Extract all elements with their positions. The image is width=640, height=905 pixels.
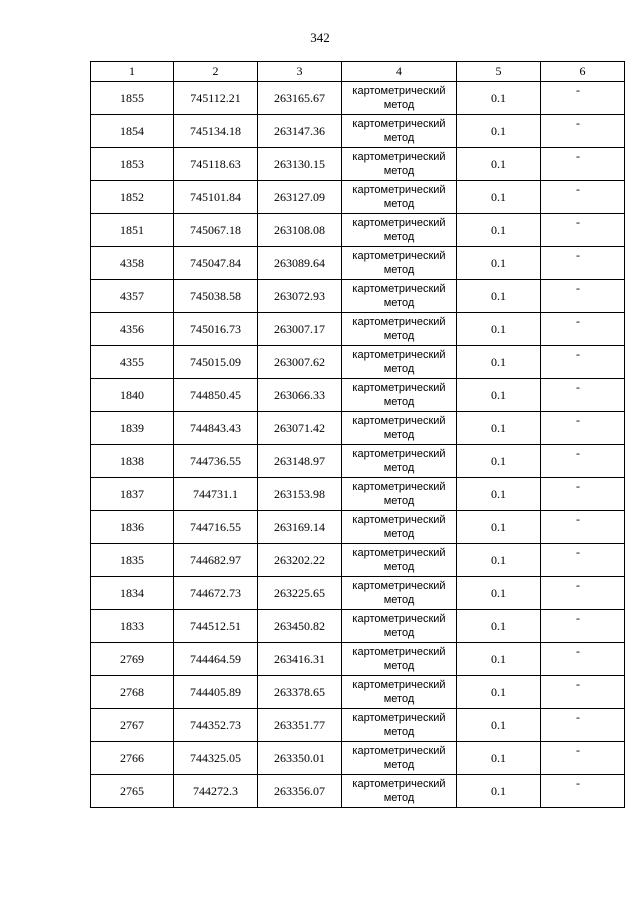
- point-number-cell: 1836: [91, 511, 174, 544]
- point-number-cell: 2767: [91, 709, 174, 742]
- table-row: [91, 775, 625, 808]
- note-cell: [541, 313, 625, 346]
- note-cell: [541, 379, 625, 412]
- table-body: [91, 82, 625, 808]
- method-cell: картометрический метод: [342, 379, 457, 412]
- x-coordinate-cell: 744512.51: [174, 610, 258, 643]
- table-row: [91, 181, 625, 214]
- x-coordinate-cell: 745134.18: [174, 115, 258, 148]
- y-coordinate-cell: 263169.14: [258, 511, 342, 544]
- point-number-cell: 4355: [91, 346, 174, 379]
- note-cell: [541, 148, 625, 181]
- coordinates-table: [90, 61, 625, 808]
- point-number-cell: 2765: [91, 775, 174, 808]
- x-coordinate-cell: 744672.73: [174, 577, 258, 610]
- table-row: [91, 544, 625, 577]
- x-coordinate-cell: 745101.84: [174, 181, 258, 214]
- y-coordinate-cell: 263007.62: [258, 346, 342, 379]
- note-dash: -: [576, 512, 580, 526]
- accuracy-cell: 0.1: [457, 511, 541, 544]
- x-coordinate-cell: 744464.59: [174, 643, 258, 676]
- x-coordinate-cell: 744352.73: [174, 709, 258, 742]
- note-cell: [541, 478, 625, 511]
- note-cell: [541, 280, 625, 313]
- method-cell: картометрический метод: [342, 412, 457, 445]
- point-number-cell: 1839: [91, 412, 174, 445]
- note-dash: -: [576, 446, 580, 460]
- accuracy-cell: 0.1: [457, 247, 541, 280]
- point-number-cell: 4356: [91, 313, 174, 346]
- accuracy-cell: 0.1: [457, 181, 541, 214]
- point-number-cell: 2768: [91, 676, 174, 709]
- table-row: [91, 742, 625, 775]
- table-row: [91, 346, 625, 379]
- note-cell: [541, 511, 625, 544]
- point-number-cell: 1840: [91, 379, 174, 412]
- accuracy-cell: 0.1: [457, 577, 541, 610]
- table-row: [91, 115, 625, 148]
- method-cell: картометрический метод: [342, 214, 457, 247]
- accuracy-cell: 0.1: [457, 280, 541, 313]
- note-dash: -: [576, 644, 580, 658]
- accuracy-cell: 0.1: [457, 412, 541, 445]
- header-cell-2: 2: [174, 62, 258, 82]
- method-cell: картометрический метод: [342, 478, 457, 511]
- method-cell: картометрический метод: [342, 610, 457, 643]
- x-coordinate-cell: 745015.09: [174, 346, 258, 379]
- table-header: [91, 62, 625, 82]
- y-coordinate-cell: 263072.93: [258, 280, 342, 313]
- method-cell: картометрический метод: [342, 709, 457, 742]
- note-cell: [541, 82, 625, 115]
- y-coordinate-cell: 263108.08: [258, 214, 342, 247]
- y-coordinate-cell: 263356.07: [258, 775, 342, 808]
- point-number-cell: 1833: [91, 610, 174, 643]
- method-cell: картометрический метод: [342, 445, 457, 478]
- header-cell-3: 3: [258, 62, 342, 82]
- note-cell: [541, 412, 625, 445]
- note-cell: [541, 181, 625, 214]
- note-cell: [541, 775, 625, 808]
- y-coordinate-cell: 263130.15: [258, 148, 342, 181]
- note-cell: [541, 214, 625, 247]
- page-number: 342: [310, 30, 330, 45]
- point-number-cell: 1851: [91, 214, 174, 247]
- note-cell: [541, 445, 625, 478]
- table-row: [91, 280, 625, 313]
- accuracy-cell: 0.1: [457, 544, 541, 577]
- method-cell: картометрический метод: [342, 511, 457, 544]
- point-number-cell: 1835: [91, 544, 174, 577]
- x-coordinate-cell: 745047.84: [174, 247, 258, 280]
- x-coordinate-cell: 745118.63: [174, 148, 258, 181]
- y-coordinate-cell: 263153.98: [258, 478, 342, 511]
- accuracy-cell: 0.1: [457, 214, 541, 247]
- y-coordinate-cell: 263071.42: [258, 412, 342, 445]
- table-row: [91, 676, 625, 709]
- y-coordinate-cell: 263378.65: [258, 676, 342, 709]
- table-row: [91, 247, 625, 280]
- table-row: [91, 709, 625, 742]
- table-row: [91, 643, 625, 676]
- table-row: [91, 478, 625, 511]
- accuracy-cell: 0.1: [457, 676, 541, 709]
- table-row: [91, 313, 625, 346]
- note-dash: -: [576, 248, 580, 262]
- note-dash: -: [576, 710, 580, 724]
- accuracy-cell: 0.1: [457, 313, 541, 346]
- point-number-cell: 1834: [91, 577, 174, 610]
- note-dash: -: [576, 413, 580, 427]
- x-coordinate-cell: 744682.97: [174, 544, 258, 577]
- note-cell: [541, 676, 625, 709]
- y-coordinate-cell: 263165.67: [258, 82, 342, 115]
- note-dash: -: [576, 347, 580, 361]
- table-row: [91, 610, 625, 643]
- accuracy-cell: 0.1: [457, 742, 541, 775]
- x-coordinate-cell: 744850.45: [174, 379, 258, 412]
- note-dash: -: [576, 182, 580, 196]
- accuracy-cell: 0.1: [457, 775, 541, 808]
- method-cell: картометрический метод: [342, 280, 457, 313]
- method-cell: картометрический метод: [342, 577, 457, 610]
- method-cell: картометрический метод: [342, 742, 457, 775]
- point-number-cell: 1855: [91, 82, 174, 115]
- accuracy-cell: 0.1: [457, 82, 541, 115]
- table-row: [91, 148, 625, 181]
- x-coordinate-cell: 744731.1: [174, 478, 258, 511]
- y-coordinate-cell: 263416.31: [258, 643, 342, 676]
- note-cell: [541, 643, 625, 676]
- point-number-cell: 1838: [91, 445, 174, 478]
- y-coordinate-cell: 263089.64: [258, 247, 342, 280]
- note-dash: -: [576, 215, 580, 229]
- note-cell: [541, 610, 625, 643]
- y-coordinate-cell: 263066.33: [258, 379, 342, 412]
- point-number-cell: 2769: [91, 643, 174, 676]
- table-row: [91, 82, 625, 115]
- y-coordinate-cell: 263007.17: [258, 313, 342, 346]
- point-number-cell: 1852: [91, 181, 174, 214]
- note-cell: [541, 577, 625, 610]
- method-cell: картометрический метод: [342, 181, 457, 214]
- note-dash: -: [576, 314, 580, 328]
- y-coordinate-cell: 263147.36: [258, 115, 342, 148]
- table-row: [91, 214, 625, 247]
- point-number-cell: 2766: [91, 742, 174, 775]
- method-cell: картометрический метод: [342, 544, 457, 577]
- x-coordinate-cell: 745067.18: [174, 214, 258, 247]
- table-row: [91, 379, 625, 412]
- point-number-cell: 1853: [91, 148, 174, 181]
- note-dash: -: [576, 743, 580, 757]
- y-coordinate-cell: 263127.09: [258, 181, 342, 214]
- table-row: [91, 445, 625, 478]
- y-coordinate-cell: 263148.97: [258, 445, 342, 478]
- y-coordinate-cell: 263225.65: [258, 577, 342, 610]
- x-coordinate-cell: 745016.73: [174, 313, 258, 346]
- y-coordinate-cell: 263351.77: [258, 709, 342, 742]
- header-cell-4: 4: [342, 62, 457, 82]
- x-coordinate-cell: 745038.58: [174, 280, 258, 313]
- x-coordinate-cell: 744843.43: [174, 412, 258, 445]
- method-cell: картометрический метод: [342, 148, 457, 181]
- note-dash: -: [576, 677, 580, 691]
- note-dash: -: [576, 83, 580, 97]
- note-dash: -: [576, 578, 580, 592]
- accuracy-cell: 0.1: [457, 379, 541, 412]
- note-dash: -: [576, 611, 580, 625]
- x-coordinate-cell: 744272.3: [174, 775, 258, 808]
- note-cell: [541, 247, 625, 280]
- method-cell: картометрический метод: [342, 115, 457, 148]
- x-coordinate-cell: 744325.05: [174, 742, 258, 775]
- note-cell: [541, 346, 625, 379]
- accuracy-cell: 0.1: [457, 709, 541, 742]
- y-coordinate-cell: 263202.22: [258, 544, 342, 577]
- accuracy-cell: 0.1: [457, 643, 541, 676]
- header-cell-5: 5: [457, 62, 541, 82]
- note-dash: -: [576, 380, 580, 394]
- note-dash: -: [576, 776, 580, 790]
- accuracy-cell: 0.1: [457, 346, 541, 379]
- y-coordinate-cell: 263350.01: [258, 742, 342, 775]
- accuracy-cell: 0.1: [457, 445, 541, 478]
- note-cell: [541, 709, 625, 742]
- header-cell-6: 6: [541, 62, 625, 82]
- note-dash: -: [576, 149, 580, 163]
- method-cell: картометрический метод: [342, 643, 457, 676]
- accuracy-cell: 0.1: [457, 148, 541, 181]
- point-number-cell: 1837: [91, 478, 174, 511]
- point-number-cell: 4358: [91, 247, 174, 280]
- note-dash: -: [576, 281, 580, 295]
- accuracy-cell: 0.1: [457, 115, 541, 148]
- x-coordinate-cell: 745112.21: [174, 82, 258, 115]
- y-coordinate-cell: 263450.82: [258, 610, 342, 643]
- header-row: [91, 62, 625, 82]
- table-row: [91, 511, 625, 544]
- x-coordinate-cell: 744716.55: [174, 511, 258, 544]
- note-dash: -: [576, 479, 580, 493]
- note-dash: -: [576, 116, 580, 130]
- note-dash: -: [576, 545, 580, 559]
- method-cell: картометрический метод: [342, 313, 457, 346]
- accuracy-cell: 0.1: [457, 610, 541, 643]
- method-cell: картометрический метод: [342, 82, 457, 115]
- note-cell: [541, 742, 625, 775]
- note-cell: [541, 115, 625, 148]
- header-cell-1: 1: [91, 62, 174, 82]
- point-number-cell: 1854: [91, 115, 174, 148]
- method-cell: картометрический метод: [342, 676, 457, 709]
- table-row: [91, 412, 625, 445]
- point-number-cell: 4357: [91, 280, 174, 313]
- accuracy-cell: 0.1: [457, 478, 541, 511]
- table-row: [91, 577, 625, 610]
- note-cell: [541, 544, 625, 577]
- method-cell: картометрический метод: [342, 346, 457, 379]
- x-coordinate-cell: 744736.55: [174, 445, 258, 478]
- x-coordinate-cell: 744405.89: [174, 676, 258, 709]
- method-cell: картометрический метод: [342, 247, 457, 280]
- method-cell: картометрический метод: [342, 775, 457, 808]
